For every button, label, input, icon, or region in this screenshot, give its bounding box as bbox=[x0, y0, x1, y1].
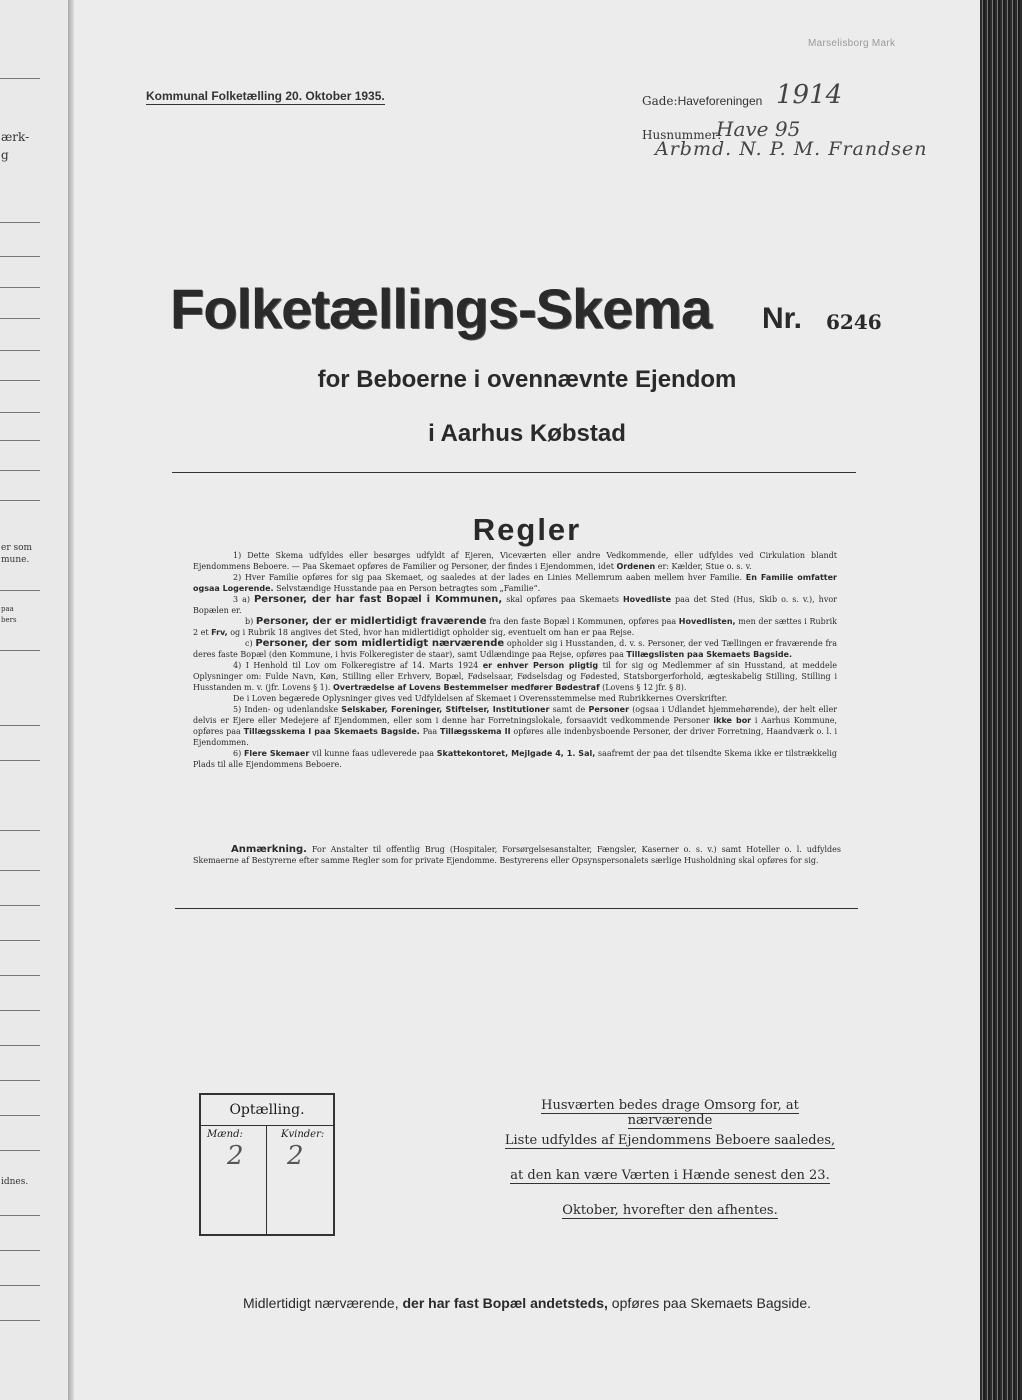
prev-fragment: mune. bbox=[1, 555, 30, 565]
divider bbox=[175, 908, 858, 909]
prev-fragment: g bbox=[1, 148, 9, 162]
rule-3c: c) Personer, der som midlertidigt nærværende opholder sig i Husstanden, d. v. s. Personer, der ved Tællingen er fraværende fra deres faste Bopæl (den Kommune, i hvis Folkeregister de staar), samt Udlændinge paa Rejse, opføres paa Tillægslisten paa Skemaets Bagside. bbox=[193, 638, 838, 659]
form-title: Folketællings-Skema bbox=[170, 277, 712, 340]
gade-label: Gade: bbox=[642, 94, 678, 108]
landlord-notice-line: at den kan være Værten i Hænde senest den 23. bbox=[510, 1168, 830, 1183]
gade-field bbox=[642, 92, 762, 110]
count-box bbox=[199, 1093, 335, 1236]
rule-1: 1) Dette Skema udfyldes eller besørges udfyldt af Ejeren, Viceværten eller andre Vedkommende, eller udfyldes ved Cirkulation blandt Ejendommens Beboere. — Paa Skemaet opføres de Familier og Personer, der findes i Ejendommen, idet Ordenen er: Kælder, Stue o. s. v. bbox=[193, 551, 837, 571]
landlord-notice-line: Oktober, hvorefter den afhentes. bbox=[562, 1203, 778, 1218]
rule-3a: 3 a) Personer, der har fast Bopæl i Kommunen, skal opføres paa Skemaets Hovedliste paa det Sted (Hus, Skib o. s. v.), hvor Bopælen er. bbox=[193, 594, 837, 615]
prev-fragment: er som bbox=[1, 543, 33, 553]
stamp-text: Marselisborg Mark bbox=[808, 38, 896, 49]
count-box-title: Optælling. bbox=[201, 1095, 333, 1126]
annotation-text: For Anstalter til offentlig Brug (Hospitaler, Forsørgelsesanstalter, Fængsler, Kaserner o. s. v.) samt Hoteller o. l. udfyldes Skemaerne af Bestyrerne efter samme Regler som for private Ejendomme. Bestyrerens eller Opsynspersonalets særlige Husholdning skal opføres for sig. bbox=[193, 845, 841, 865]
rule-4: 4) I Henhold til Lov om Folkeregistre af 14. Marts 1924 er enhver Person pligtig til for sig og Medlemmer af sin Husstand, at meddele Oplysninger om: Fulde Navn, Køn, Stilling eller Erhverv, Bopæl, Fødselsaar, Fødselsdag og Fødested, Statsborgerforhold, ægteskabelig Stilling, Stilling i Husstanden m. v. (jfr. Lovens § 1). Overtrædelse af Lovens Bestemmelser medfører Bødestraf (Lovens § 12 jfr. § 8). bbox=[193, 661, 838, 692]
page-stack-edge bbox=[980, 0, 1022, 1400]
previous-page-strip bbox=[0, 0, 68, 1400]
women-count: 2 bbox=[287, 1141, 304, 1171]
landlord-notice-line: Husværten bedes drage Omsorg for, at nærværende bbox=[541, 1098, 799, 1128]
landlord-notice-line: Liste udfyldes af Ejendommens Beboere saaledes, bbox=[504, 1133, 836, 1148]
divider bbox=[172, 472, 856, 473]
prev-fragment: bers bbox=[1, 616, 17, 624]
rule-3b: b) Personer, der er midlertidigt fraværende fra den faste Bopæl i Kommunen, opføres paa Hovedlisten, men der sættes i Rubrik 2 et Frv, og i Rubrik 18 angives det Sted, hvor han midlertidigt opholder sig, eventuelt om han er paa Rejse. bbox=[193, 616, 837, 637]
form-subtitle: for Beboerne i ovennævnte Ejendom bbox=[317, 366, 737, 393]
rule-2: 2) Hver Familie opføres for sig paa Skemaet, og saaledes at der lades en Linies Mellemrum aaben mellem hver Familie. En Familie omfatter ogsaa Logerende. Selvstændige Husstande paa en Person betragtes som „Familie“. bbox=[193, 573, 838, 593]
women-label: Kvinder: bbox=[281, 1129, 325, 1140]
rules-text bbox=[193, 550, 837, 770]
rules-heading: Regler bbox=[472, 512, 582, 547]
form-location: i Aarhus Købstad bbox=[428, 420, 626, 447]
prev-fragment: paa bbox=[1, 605, 14, 613]
footer-instruction: Midlertidigt nærværende, der har fast Bopæl andetsteds, opføres paa Skemaets Bagside. bbox=[242, 1295, 812, 1311]
form-number-label: Nr. bbox=[762, 302, 803, 335]
form-number: 6246 bbox=[826, 310, 882, 334]
prev-fragment: idnes. bbox=[1, 1177, 29, 1187]
prev-fragment: ærk- bbox=[1, 130, 30, 144]
annotation-paragraph bbox=[193, 844, 841, 866]
men-label: Mænd: bbox=[207, 1129, 243, 1140]
husnummer-label: Husnummer: bbox=[642, 128, 722, 142]
gade-value: Haveforeningen bbox=[677, 94, 763, 108]
rule-5: 5) Inden- og udenlandske Selskaber, Foreninger, Stiftelser, Institutioner samt de Personer (ogsaa i Udlandet hjemmehørende), der helt eller delvis er Ejere eller Medejere af Ejendommen, eller som i denne har Forretningslokale, forsaavidt vedkommende Personer ikke bor i Aarhus Kommune, opføres paa Tillægsskema I paa Skemaets Bagside. Paa Tillægsskema II opføres alle indenbysboende Personer, der driver Forretning, Haandværk o. l. i Ejendommen. bbox=[193, 705, 838, 747]
rule-6: 6) Flere Skemaer vil kunne faas udleverede paa Skattekontoret, Mejlgade 4, 1. Sal, saafremt der paa det tilsendte Skema ikke er tilstrækkelig Plads til alle Ejendommens Beboere. bbox=[193, 749, 838, 769]
rule-4-note: De i Loven begærede Oplysninger gives ved Udfyldelsen af Skemaet i Overensstemmelse med Rubrikkernes Overskrifter. bbox=[233, 694, 728, 703]
husnummer-handwritten: Have 95 bbox=[716, 117, 801, 141]
gade-handwritten: 1914 bbox=[776, 80, 843, 110]
header-census-title: Kommunal Folketælling 20. Oktober 1935. bbox=[146, 89, 385, 103]
men-count: 2 bbox=[227, 1141, 244, 1171]
occupant-handwritten: Arbmd. N. P. M. Frandsen bbox=[655, 138, 928, 160]
annotation-label: Anmærkning. bbox=[231, 844, 307, 855]
